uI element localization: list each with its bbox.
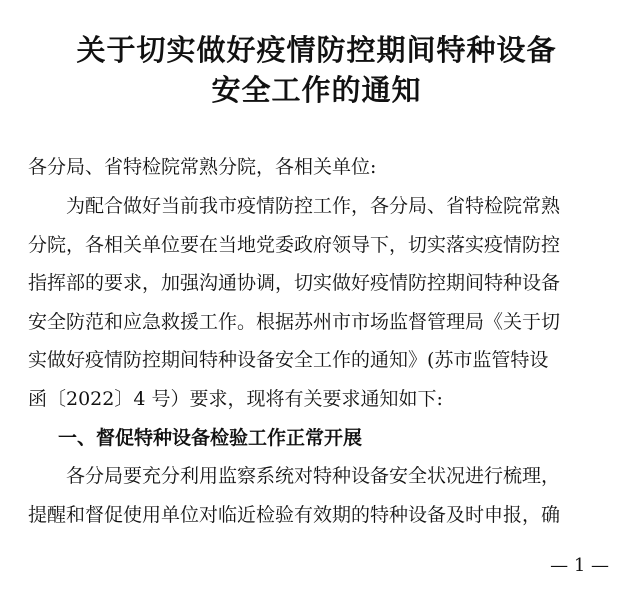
section-heading: 一、督促特种设备检验工作正常开展 bbox=[58, 427, 363, 449]
document-title-line2: 安全工作的通知 bbox=[211, 73, 422, 107]
body-paragraph-line: 分院，各相关单位要在当地党委政府领导下，切实落实疫情防控 bbox=[28, 234, 561, 256]
body-paragraph-line: 实做好疫情防控期间特种设备安全工作的通知》(苏市监管特设 bbox=[28, 349, 549, 371]
section-paragraph-line: 提醒和督促使用单位对临近检验有效期的特种设备及时申报，确 bbox=[28, 504, 561, 526]
body-paragraph-line: 指挥部的要求，加强沟通协调，切实做好疫情防控期间特种设备 bbox=[28, 272, 561, 294]
page-number: — 1 — bbox=[550, 555, 609, 576]
body-paragraph-line: 函〔2022〕4 号）要求，现将有关要求通知如下: bbox=[28, 388, 443, 410]
body-paragraph-line: 安全防范和应急救援工作。根据苏州市市场监督管理局《关于切 bbox=[28, 311, 561, 333]
salutation: 各分局、省特检院常熟分院，各相关单位: bbox=[28, 156, 377, 178]
section-paragraph-line: 各分局要充分利用监察系统对特种设备安全状况进行梳理， bbox=[28, 465, 561, 487]
body-paragraph-line: 为配合做好当前我市疫情防控工作，各分局、省特检院常熟 bbox=[28, 195, 561, 217]
document-title-line1: 关于切实做好疫情防控期间特种设备 bbox=[76, 33, 557, 67]
